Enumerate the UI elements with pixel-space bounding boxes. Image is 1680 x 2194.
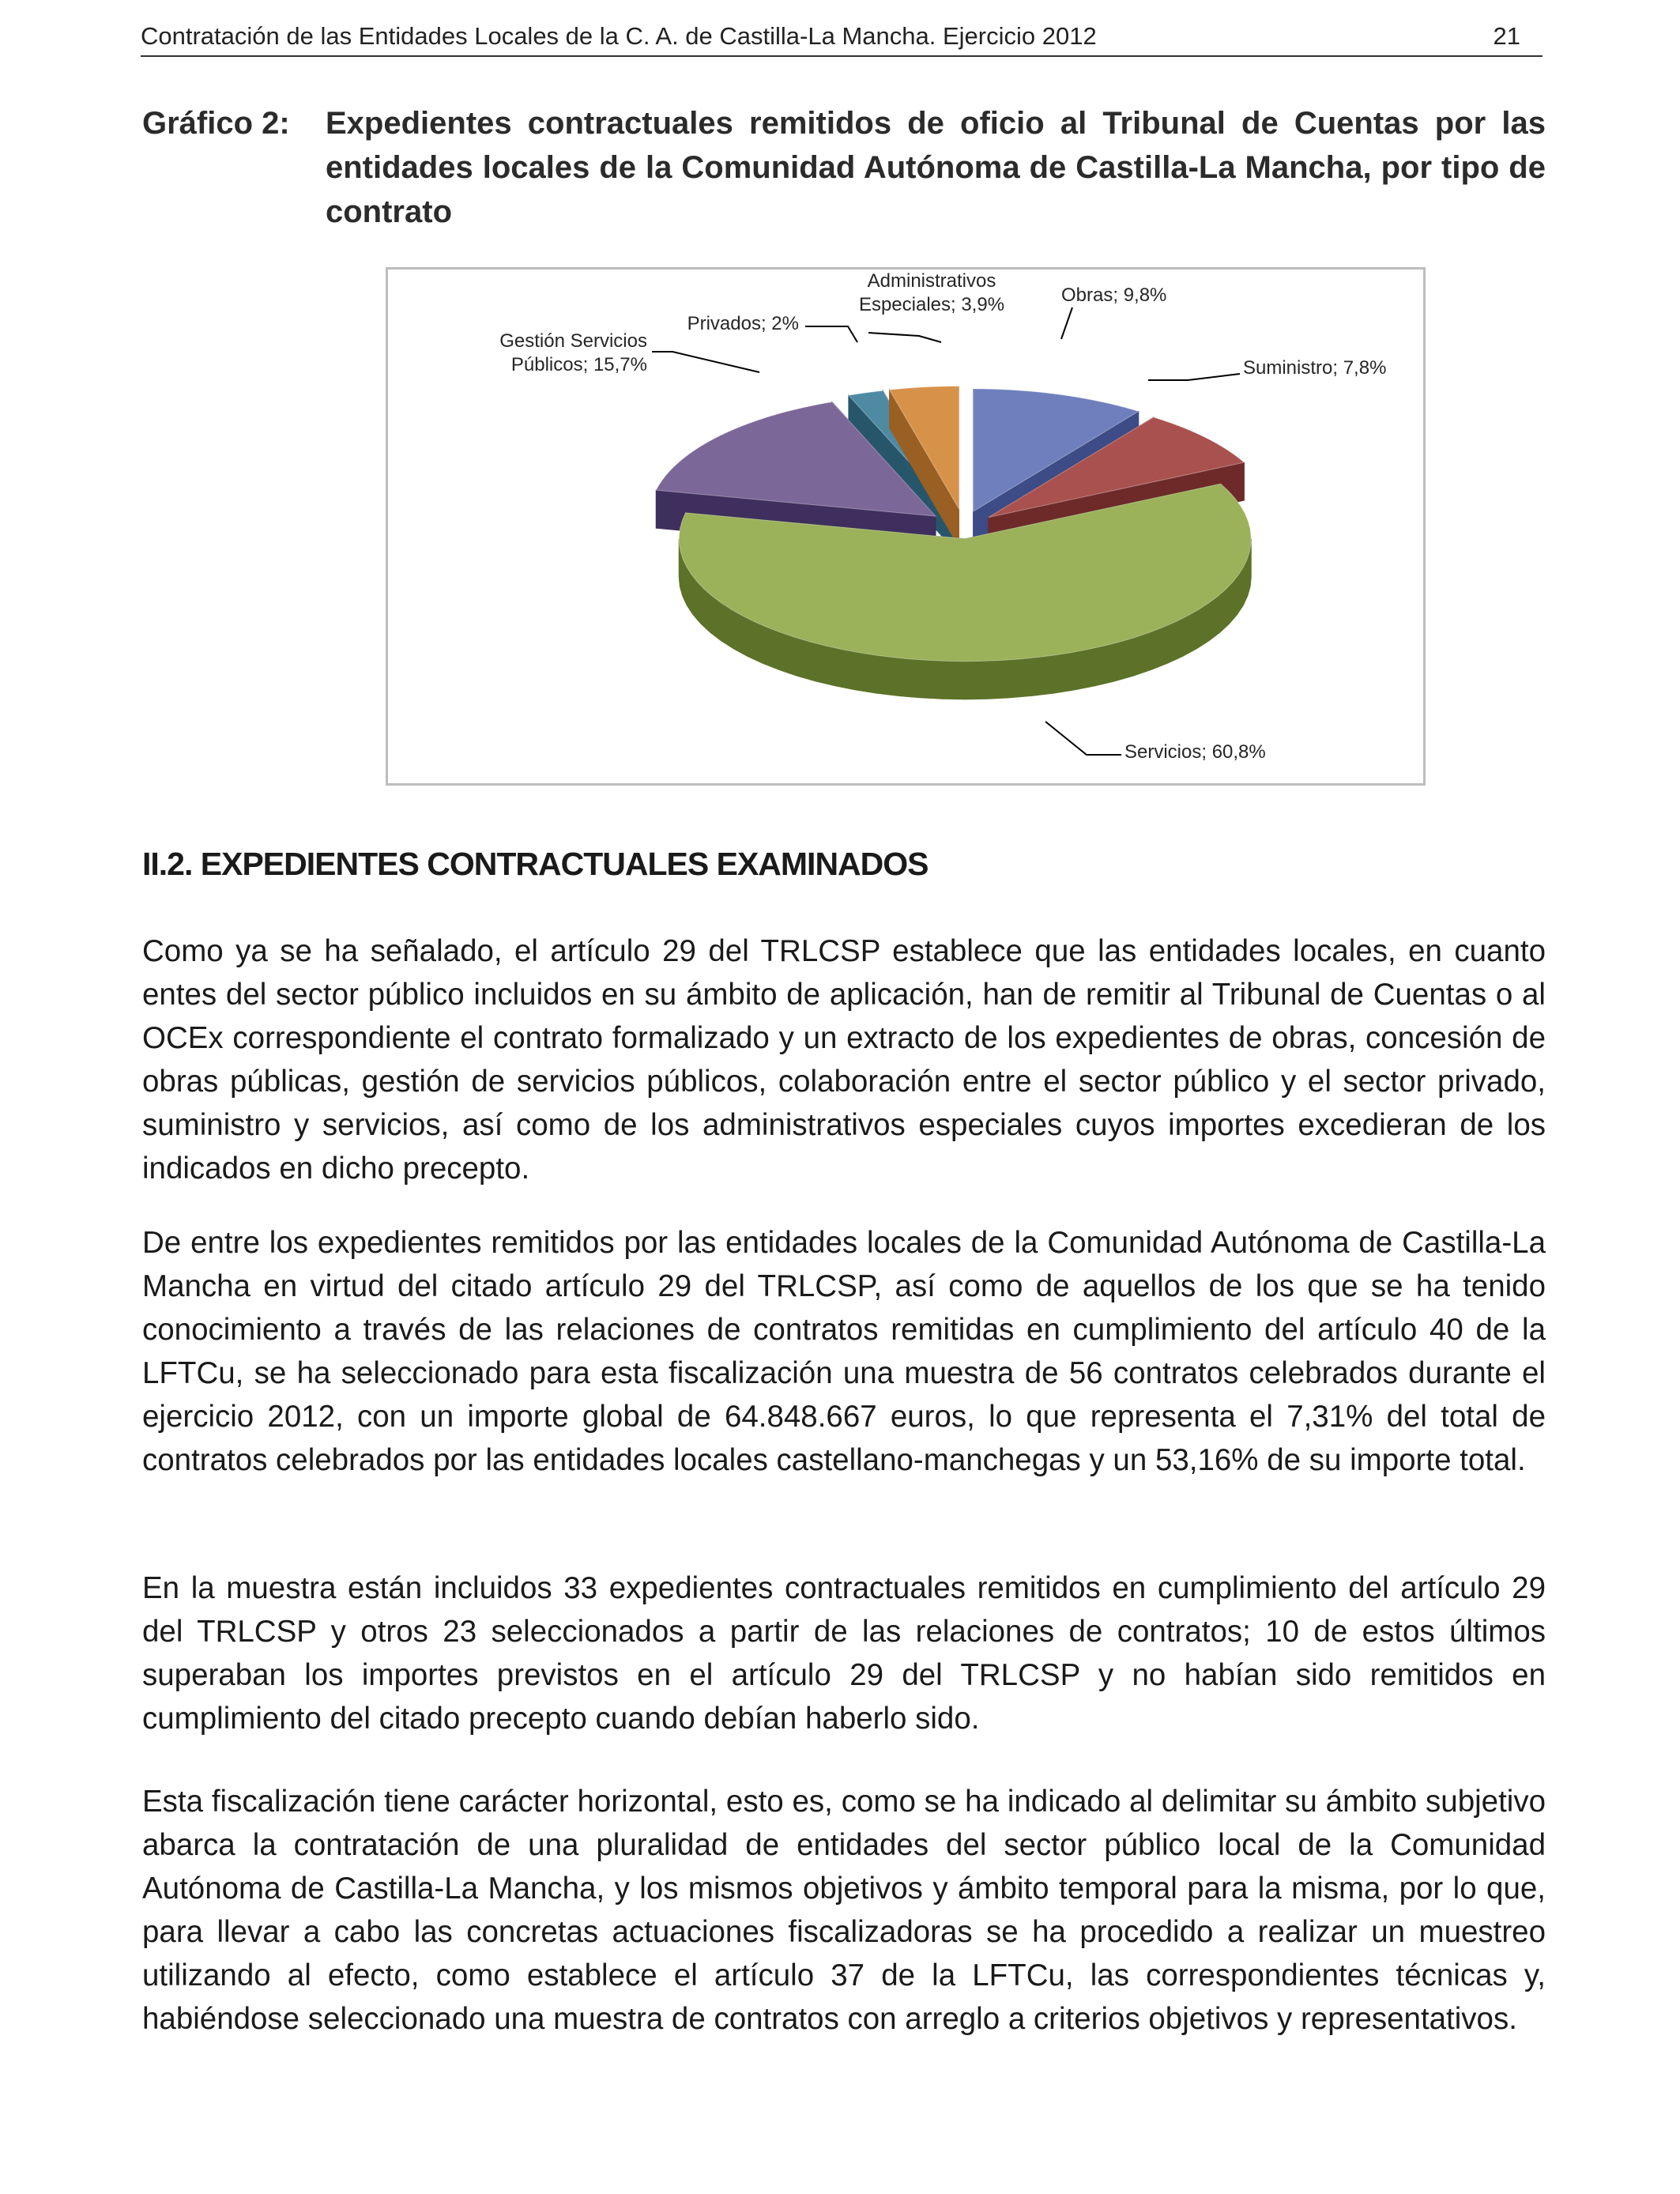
leader-line-gestion-servicios-publicos xyxy=(652,352,759,372)
paragraph-1: Como ya se ha señalado, el artículo 29 del TRLCSP establece que las entidades locales, en cuanto entes del sector público incluidos en su ámbito de aplicación, han de remitir al Tribunal de Cuentas o al OCEx correspondiente el contrato formalizado y un extracto de los expedientes de obras, concesión de obras públicas, gestión de servicios públicos, colaboración entre el sector público y el sector privado, suministro y servicios, así como de los administrativos especiales cuyos importes excedieran de los indicados en dicho precepto. xyxy=(142,934,1546,1186)
data-label-suministro: Suministro; 7,8% xyxy=(1243,357,1387,379)
leader-line-servicios xyxy=(1045,722,1121,755)
pie-chart-svg xyxy=(388,270,1423,783)
figure-caption xyxy=(142,101,1546,234)
paragraph-4: Esta fiscalización tiene carácter horizontal, esto es, como se ha indicado al delimitar su ámbito subjetivo abarca la contratación de una pluralidad de entidades del sector público local de la Comunidad Autónoma de Castilla-La Mancha, y los mismos objetivos y ámbito temporal para la misma, por lo que, para llevar a cabo las concretas actuaciones fiscalizadoras se ha procedido a realizar un muestreo utilizando al efecto, como establece el artículo 37 de la LFTCu, las correspondientes técnicas y, habiéndose seleccionado una muestra de contratos con arreglo a criterios objetivos y representativos. xyxy=(142,1785,1546,2036)
leader-line-privados xyxy=(805,326,857,342)
pie-chart xyxy=(386,267,1426,786)
leader-line-suministro xyxy=(1148,374,1240,380)
page-header xyxy=(141,21,1543,57)
paragraph-3: En la muestra están incluidos 33 expedientes contractuales remitidos en cumplimiento del artículo 29 del TRLCSP y otros 23 seleccionados a partir de las relaciones de contratos; 10 de estos últimos superaban los importes previstos en el artículo 29 del TRLCSP y no habían sido remitidos en cumplimiento del citado precepto cuando debían haberlo sido. xyxy=(142,1571,1546,1736)
page-number: 21 xyxy=(1493,22,1520,50)
section-title: II.2. EXPEDIENTES CONTRACTUALES EXAMINADOS xyxy=(142,846,929,882)
figure-title: Expedientes contractuales remitidos de oficio al Tribunal de Cuentas por las entidades locales de la Comunidad Autónoma de Castilla-La Mancha, por tipo de contrato xyxy=(326,106,1546,229)
data-label-privados: Privados; 2% xyxy=(687,313,799,334)
data-label-gestion-servicios-publicos: Gestión Servicios Públicos; 15,7% xyxy=(499,330,647,375)
running-title: Contratación de las Entidades Locales de la C. A. de Castilla-La Mancha. Ejercicio 2012 xyxy=(141,22,1097,50)
figure-label: Gráfico 2: xyxy=(142,106,290,141)
leader-line-administrativos-especiales xyxy=(868,333,941,342)
paragraph-2: De entre los expedientes remitidos por las entidades locales de la Comunidad Autónoma de Castilla-La Mancha en virtud del citado artículo 29 del TRLCSP, así como de aquellos de los que se ha tenido conocimiento a través de las relaciones de contratos remitidas en cumplimiento del artículo 40 de la LFTCu, se ha seleccionado para esta fiscalización una muestra de 56 contratos celebrados durante el ejercicio 2012, con un importe global de 64.848.667 euros, lo que representa el 7,31% del total de contratos celebrados por las entidades locales castellano-manchegas y un 53,16% de su importe total. xyxy=(142,1226,1546,1477)
data-label-obras: Obras; 9,8% xyxy=(1061,285,1167,306)
data-label-administrativos-especiales: Administrativos Especiales; 3,9% xyxy=(858,270,1005,315)
data-label-servicios: Servicios; 60,8% xyxy=(1124,741,1266,763)
leader-line-obras xyxy=(1061,307,1072,339)
